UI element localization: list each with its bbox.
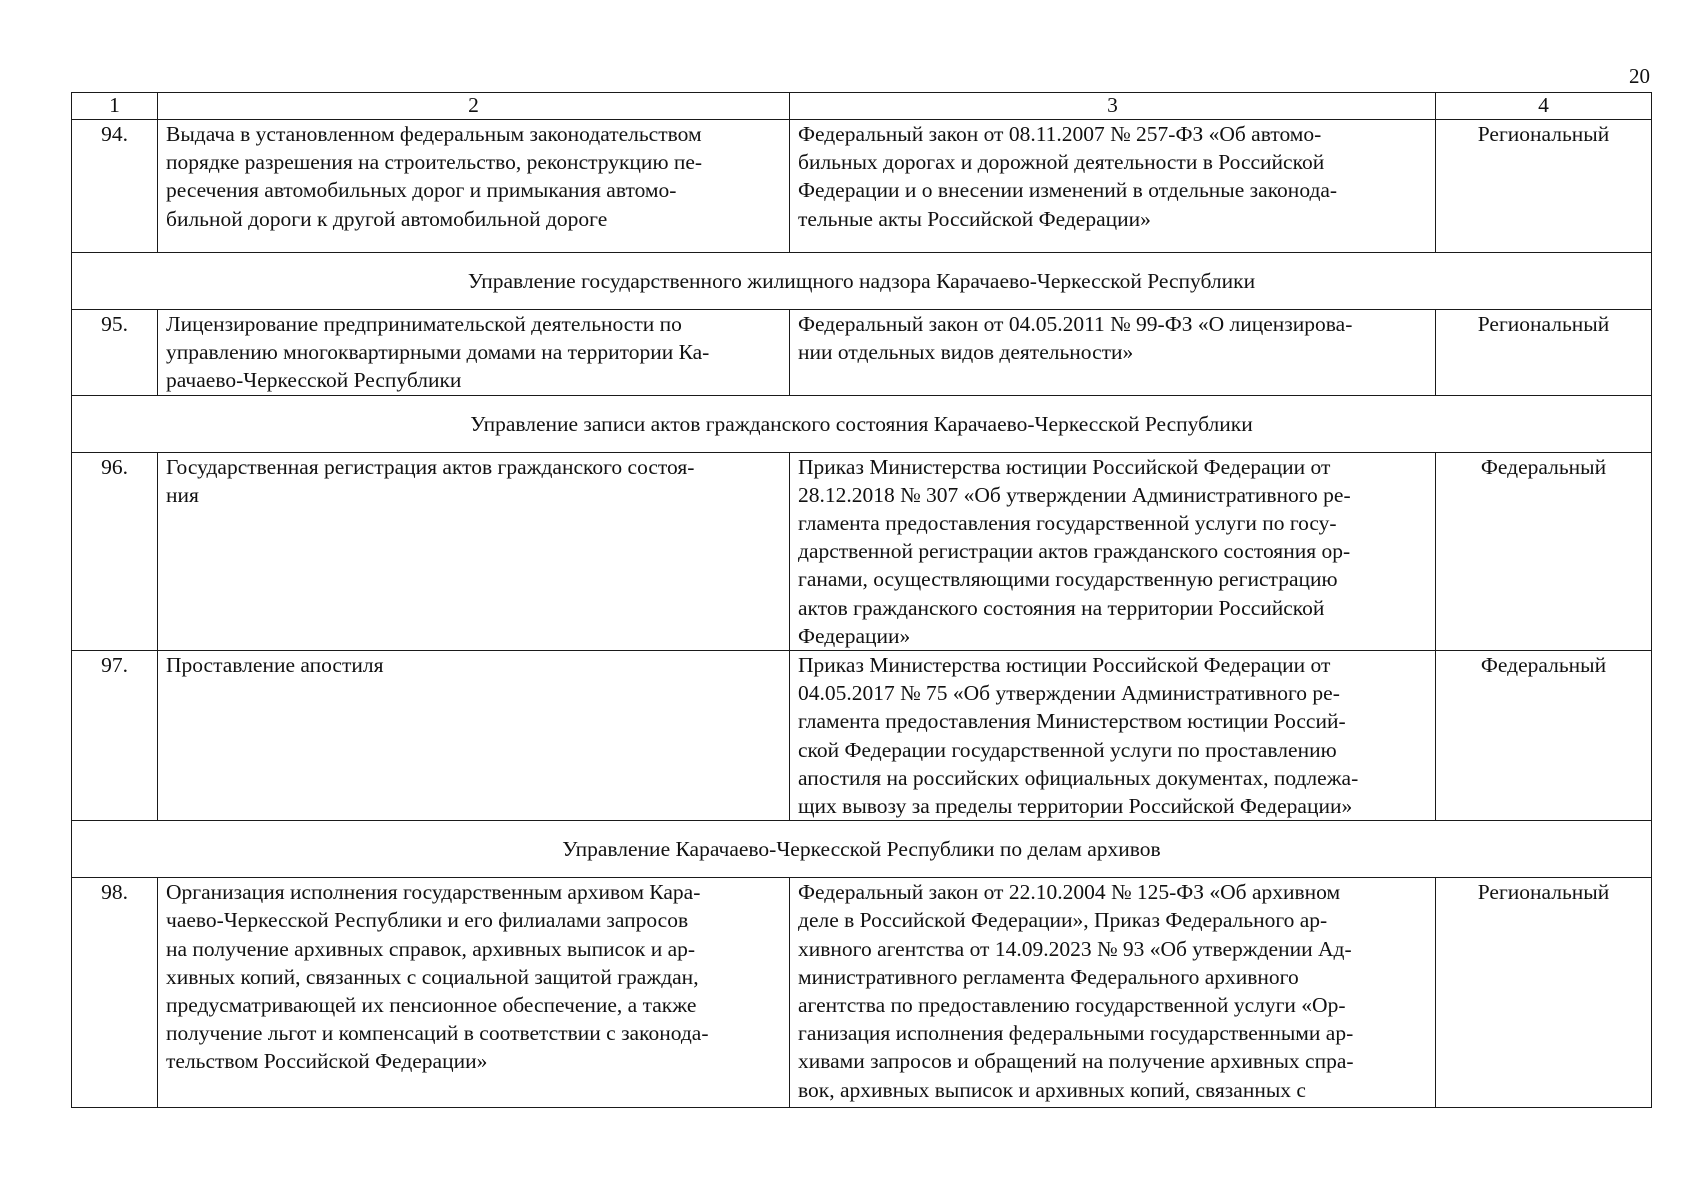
section-title: Управление государственного жилищного надзора Карачаево-Черкесской Республики <box>72 253 1652 310</box>
section-header-row <box>72 253 1652 310</box>
section-header-row <box>72 821 1652 878</box>
service-description: Проставление апостиля <box>158 651 790 821</box>
table-row <box>72 310 1652 396</box>
row-number: 95. <box>72 310 158 396</box>
page-number: 20 <box>1629 64 1650 88</box>
section-title: Управление записи актов гражданского состояния Карачаево-Черкесской Республики <box>72 395 1652 452</box>
legal-basis: Федеральный закон от 08.11.2007 № 257-ФЗ «Об автомо- бильных дорогах и дорожной деятельности в Российской Федерации и о внесении изменений в отдельные законода- тельные акты Российской Федерации» <box>790 120 1436 253</box>
column-number: 3 <box>790 93 1436 120</box>
service-level: Региональный <box>1436 878 1652 1108</box>
service-level: Региональный <box>1436 310 1652 396</box>
table-row <box>72 452 1652 650</box>
service-level: Региональный <box>1436 120 1652 253</box>
service-description: Государственная регистрация актов гражданского состоя- ния <box>158 452 790 650</box>
legal-basis: Федеральный закон от 04.05.2011 № 99-ФЗ «О лицензирова- нии отдельных видов деятельности» <box>790 310 1436 396</box>
service-level: Федеральный <box>1436 452 1652 650</box>
legal-basis: Федеральный закон от 22.10.2004 № 125-ФЗ «Об архивном деле в Российской Федерации», Приказ Федерального ар- хивного агентства от 14.09.2023 № 93 «Об утверждении Ад- министративного регламента Федерального архивного агентства по предоставлению государственной услуги «Ор- ганизация исполнения федеральными государственными ар- хивами запросов и обращений на получение архивных спра- вок, архивных выписок и архивных копий, связанных с <box>790 878 1436 1108</box>
column-number: 4 <box>1436 93 1652 120</box>
column-number: 2 <box>158 93 790 120</box>
column-number-row <box>72 93 1652 120</box>
service-description: Выдача в установленном федеральным законодательством порядке разрешения на строительство, реконструкцию пе- ресечения автомобильных дорог и примыкания автомо- бильной дороги к другой автомобильной дороге <box>158 120 790 253</box>
section-header-row <box>72 395 1652 452</box>
service-description: Организация исполнения государственным архивом Кара- чаево-Черкесской Республики и его филиалами запросов на получение архивных справок, архивных выписок и ар- хивных копий, связанных с социальной защитой граждан, предусматривающей их пенсионное обеспечение, а также получение льгот и компенсаций в соответствии с законода- тельством Российской Федерации» <box>158 878 790 1108</box>
table-row <box>72 651 1652 821</box>
legal-basis: Приказ Министерства юстиции Российской Федерации от 28.12.2018 № 307 «Об утверждении Административного ре- гламента предоставления государственной услуги по госу- дарственной регистрации актов гражданского состояния ор- ганами, осуществляющими государственную регистрацию актов гражданского состояния на территории Российской Федерации» <box>790 452 1436 650</box>
table-row <box>72 120 1652 253</box>
table-row <box>72 878 1652 1108</box>
row-number: 98. <box>72 878 158 1108</box>
legal-basis: Приказ Министерства юстиции Российской Федерации от 04.05.2017 № 75 «Об утверждении Административного ре- гламента предоставления Министерством юстиции Россий- ской Федерации государственной услуги по проставлению апостиля на российских официальных документах, подлежа- щих вывозу за пределы территории Российской Федерации» <box>790 651 1436 821</box>
row-number: 94. <box>72 120 158 253</box>
service-description: Лицензирование предпринимательской деятельности по управлению многоквартирными домами на территории Ка- рачаево-Черкесской Республики <box>158 310 790 396</box>
row-number: 97. <box>72 651 158 821</box>
section-title: Управление Карачаево-Черкесской Республики по делам архивов <box>72 821 1652 878</box>
column-number: 1 <box>72 93 158 120</box>
services-table <box>71 92 1652 1108</box>
service-level: Федеральный <box>1436 651 1652 821</box>
row-number: 96. <box>72 452 158 650</box>
